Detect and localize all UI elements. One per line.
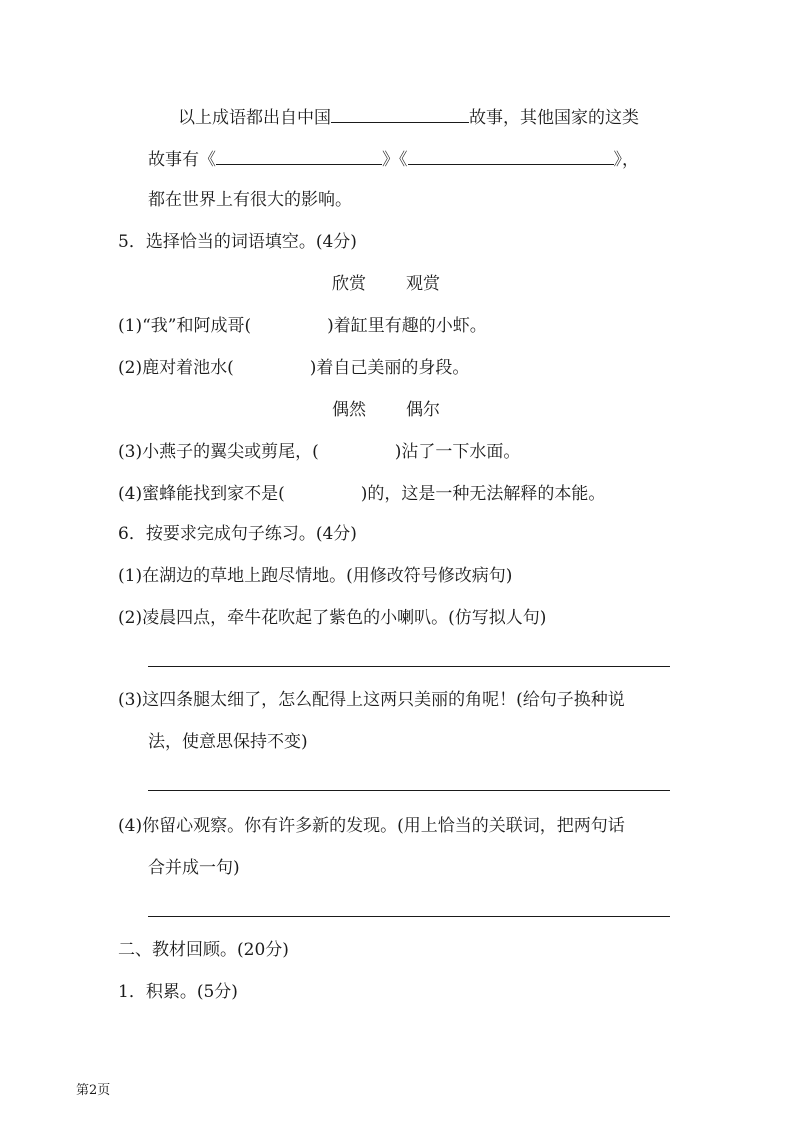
q5-item-3-pre: (3)小燕子的翼尖或剪尾，( — [118, 442, 319, 462]
q6-sentence-1: (1)在湖边的草地上跑尽情地。(用修改符号修改病句) — [118, 566, 513, 586]
q5-item-4-pre: (4)蜜蜂能找到家不是( — [118, 484, 285, 504]
q6-sentence-4a: (4)你留心观察。你有许多新的发现。(用上恰当的关联词，把两句话 — [118, 816, 625, 836]
blank-book-1[interactable] — [216, 146, 382, 165]
q6-title: 6．按要求完成句子练习。(4分) — [118, 524, 357, 544]
intro-text-2-end: 》， — [613, 150, 639, 170]
q5-item-2-pre: (2)鹿对着池水( — [118, 358, 234, 378]
answer-line-4[interactable] — [148, 916, 670, 917]
intro-text-2-mid: 》《 — [382, 150, 408, 170]
answer-line-3[interactable] — [148, 790, 670, 791]
intro-text-2-lead: 故事有《 — [148, 150, 216, 170]
intro-text-1-tail: 故事，其他国家的这类 — [469, 108, 639, 128]
page-number: 第2页 — [76, 1083, 111, 1098]
word-choice: 偶然 — [332, 400, 366, 420]
q5-title: 5．选择恰当的词语填空。(4分) — [118, 232, 357, 252]
word-choice: 欣赏 — [332, 274, 366, 294]
intro-line-3 — [148, 188, 352, 212]
q5-item-2-post: )着自己美丽的身段。 — [309, 358, 470, 378]
intro-line-1 — [178, 104, 639, 130]
intro-text-1: 以上成语都出自中国 — [178, 108, 331, 128]
word-choice: 偶尔 — [406, 400, 440, 420]
section-2-title: 二、教材回顾。(20分) — [118, 940, 289, 960]
q5-item-1 — [118, 314, 487, 338]
q5-item-2 — [118, 356, 469, 380]
q5-item-3-post: )沾了一下水面。 — [394, 442, 521, 462]
q5-item-3 — [118, 440, 520, 464]
answer-line-2[interactable] — [148, 666, 670, 667]
q5-item-1-pre: (1)“我”和阿成哥( — [118, 316, 252, 336]
q6-sentence-4b: 合并成一句) — [148, 858, 240, 878]
q6-sentence-3b: 法，使意思保持不变) — [148, 732, 308, 752]
q5-item-4 — [118, 482, 605, 506]
q6-sentence-2: (2)凌晨四点，牵牛花吹起了紫色的小喇叭。(仿写拟人句) — [118, 608, 547, 628]
blank-book-2[interactable] — [408, 146, 614, 165]
q5-word-choices-2 — [332, 398, 440, 422]
intro-line-2 — [148, 146, 639, 172]
word-choice: 观赏 — [406, 274, 440, 294]
section-2-q1: 1．积累。(5分) — [118, 982, 238, 1002]
q5-item-1-post: )着缸里有趣的小虾。 — [327, 316, 487, 336]
q6-sentence-3a: (3)这四条腿太细了，怎么配得上这两只美丽的角呢！(给句子换种说 — [118, 690, 625, 710]
blank-country[interactable] — [331, 104, 469, 123]
q5-word-choices-1 — [332, 272, 440, 296]
q5-item-4-post: )的，这是一种无法解释的本能。 — [360, 484, 606, 504]
intro-text-3: 都在世界上有很大的影响。 — [148, 190, 352, 210]
